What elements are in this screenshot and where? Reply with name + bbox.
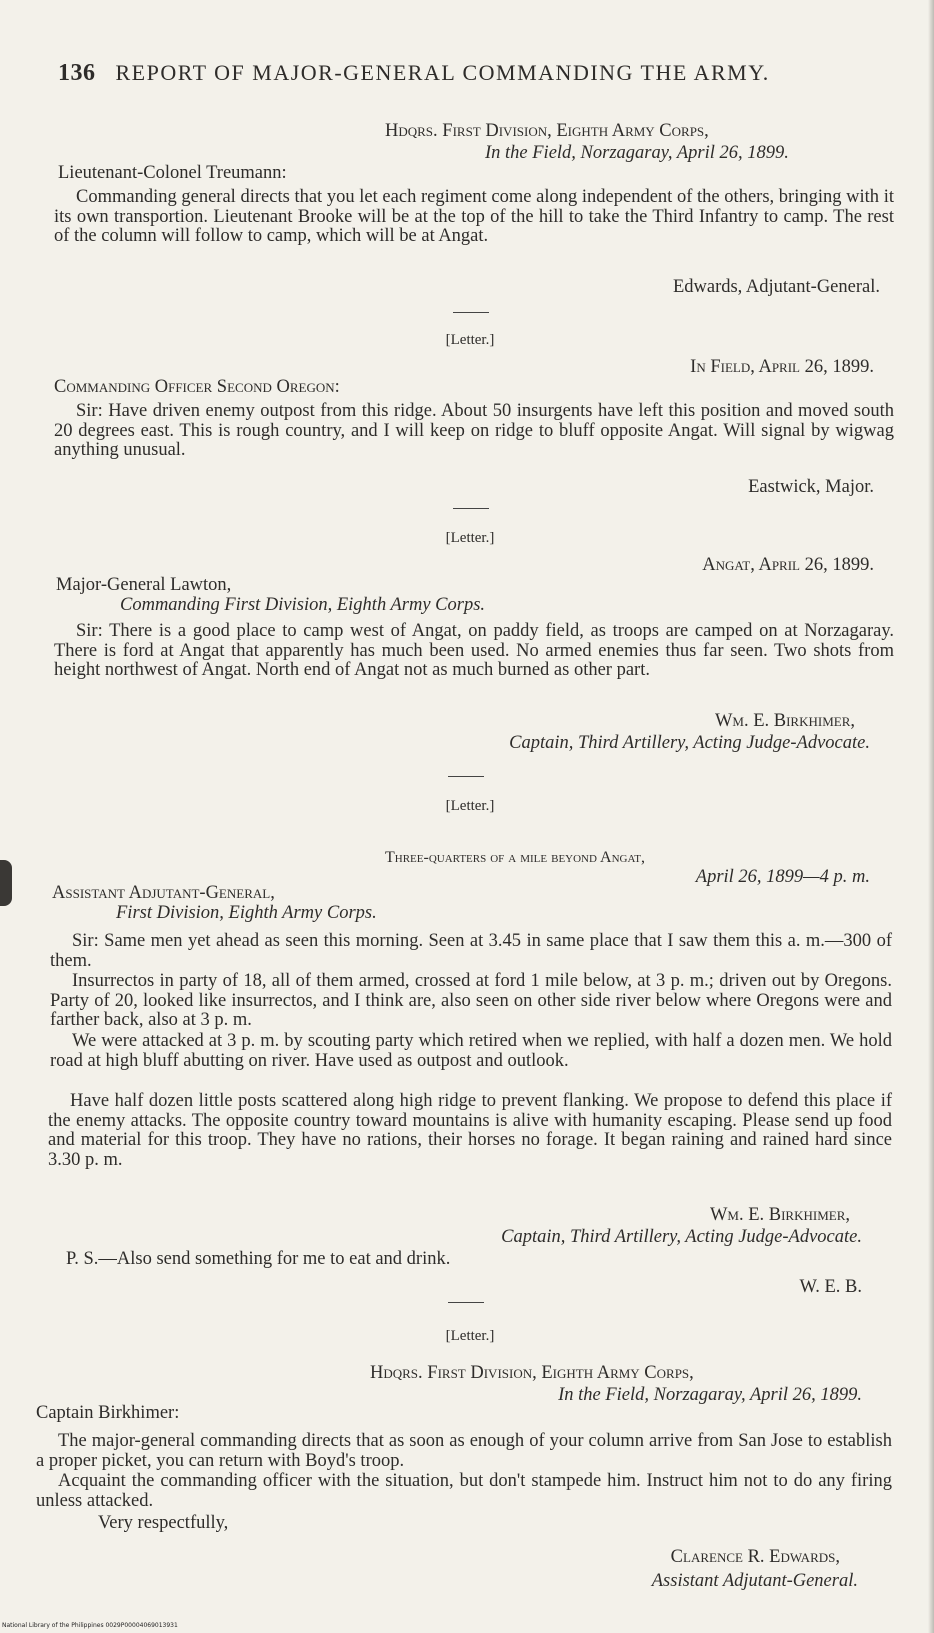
letter5-signature-line1: Clarence R. Edwards,: [670, 1547, 840, 1567]
letter5-label: [Letter.]: [445, 1328, 495, 1344]
letter4-label: [Letter.]: [445, 798, 495, 814]
letter3-addressee-line2: Commanding First Division, Eighth Army Corps.: [120, 595, 486, 615]
letter3-heading: Angat, April 26, 1899.: [702, 555, 874, 575]
divider-rule: [448, 1302, 484, 1303]
scan-edge: [928, 0, 934, 1633]
letter5-paragraph-2: Acquaint the commanding officer with the situation, but don't stampede him. Instruct him not to do any firing unless attacked.: [36, 1471, 892, 1511]
letter4-heading-line1: Three-quarters of a mile beyond Angat,: [385, 849, 645, 866]
letter1-body: Commanding general directs that you let each regiment come along independent of the others, bringing with it its own transportion. Lieutenant Brooke will be at the top of the hill to take the Third Infantry to camp. The rest of the column will follow to camp, which will be at Angat.: [54, 187, 894, 246]
letter5-paragraph-1: The major-general commanding directs that as soon as enough of your column arrive from San Jose to establish a proper picket, you can return with Boyd's troop.: [36, 1431, 892, 1471]
letter1-heading-line2: In the Field, Norzagaray, April 26, 1899.: [485, 143, 789, 163]
letter4-signature-line1: Wm. E. Birkhimer,: [709, 1205, 850, 1225]
page-header: [58, 60, 770, 87]
letter4-signature-line2: Captain, Third Artillery, Acting Judge-Advocate.: [501, 1227, 862, 1247]
letter5-closing: Very respectfully,: [98, 1513, 229, 1533]
scan-credit: National Library of the Philippines 0029P00004069013931: [2, 1622, 178, 1629]
letter5-signature-line2: Assistant Adjutant-General.: [651, 1571, 858, 1591]
letter2-signature: Eastwick, Major.: [748, 477, 874, 497]
letter4-paragraph-2: Insurrectos in party of 18, all of them armed, crossed at ford 1 mile below, at 3 p. m.; driven out by Oregons. Party of 20, looked like insurrectos, and I think are, also seen on other side river below where Oregons were and farther back, also at 3 p. m.: [50, 971, 892, 1030]
letter3-signature-line2: Captain, Third Artillery, Acting Judge-Advocate.: [509, 733, 870, 753]
letter2-addressee: Commanding Officer Second Oregon:: [54, 377, 340, 397]
letter4-addressee-line1: Assistant Adjutant-General,: [52, 883, 275, 903]
letter4-heading-line2: April 26, 1899—4 p. m.: [695, 867, 870, 887]
letter2-label: [Letter.]: [445, 332, 495, 348]
letter4-initials: W. E. B.: [799, 1277, 862, 1297]
letter1-heading-line1: Hdqrs. First Division, Eighth Army Corps,: [385, 121, 709, 141]
letter2-heading: In Field, April 26, 1899.: [690, 357, 874, 377]
letter3-body: Sir: There is a good place to camp west of Angat, on paddy field, as troops are camped on at Norzagaray. There is ford at Angat that apparently has much been used. No armed enemies thus far seen. Two shots from height northwest of Angat. North end of Angat not as much burned as other part.: [54, 621, 894, 680]
letter4-postscript: P. S.—Also send something for me to eat and drink.: [66, 1249, 451, 1269]
letter4-paragraph-3: We were attacked at 3 p. m. by scouting party which retired when we replied, with half a dozen men. We hold road at high bluff abutting on river. Have used as outpost and outlook.: [50, 1031, 892, 1071]
letter1-addressee: Lieutenant-Colonel Treumann:: [58, 163, 287, 183]
letter3-signature-line1: Wm. E. Birkhimer,: [714, 711, 855, 731]
letter4-paragraph-1: Sir: Same men yet ahead as seen this morning. Seen at 3.45 in same place that I saw them this a. m.—300 of them.: [50, 931, 892, 971]
letter4-paragraph-4: Have half dozen little posts scattered along high ridge to prevent flanking. We propose to defend this place if the enemy attacks. The opposite country toward mountains is alive with humanity escaping. Please send up food and material for this troop. They have no rations, their horses no forage. It began raining and rained hard since 3.30 p. m.: [48, 1091, 892, 1170]
divider-rule: [448, 776, 484, 777]
letter3-addressee-line1: Major-General Lawton,: [56, 575, 232, 595]
divider-rule: [453, 508, 489, 509]
letter4-addressee-line2: First Division, Eighth Army Corps.: [116, 903, 377, 923]
page-number: 136: [58, 60, 96, 86]
letter5-heading-line2: In the Field, Norzagaray, April 26, 1899.: [558, 1385, 862, 1405]
scan-smudge: [0, 860, 12, 906]
letter1-signature: Edwards, Adjutant-General.: [672, 277, 880, 297]
letter5-addressee: Captain Birkhimer:: [36, 1403, 180, 1423]
divider-rule: [453, 312, 489, 313]
running-title: REPORT OF MAJOR-GENERAL COMMANDING THE ARMY.: [115, 60, 770, 85]
letter2-body: Sir: Have driven enemy outpost from this ridge. About 50 insurgents have left this position and moved south 20 degrees east. This is rough country, and I will keep on ridge to bluff opposite Angat. Will signal by wigwag anything unusual.: [54, 401, 894, 460]
letter5-heading-line1: Hdqrs. First Division, Eighth Army Corps,: [370, 1363, 694, 1383]
letter3-label: [Letter.]: [445, 530, 495, 546]
